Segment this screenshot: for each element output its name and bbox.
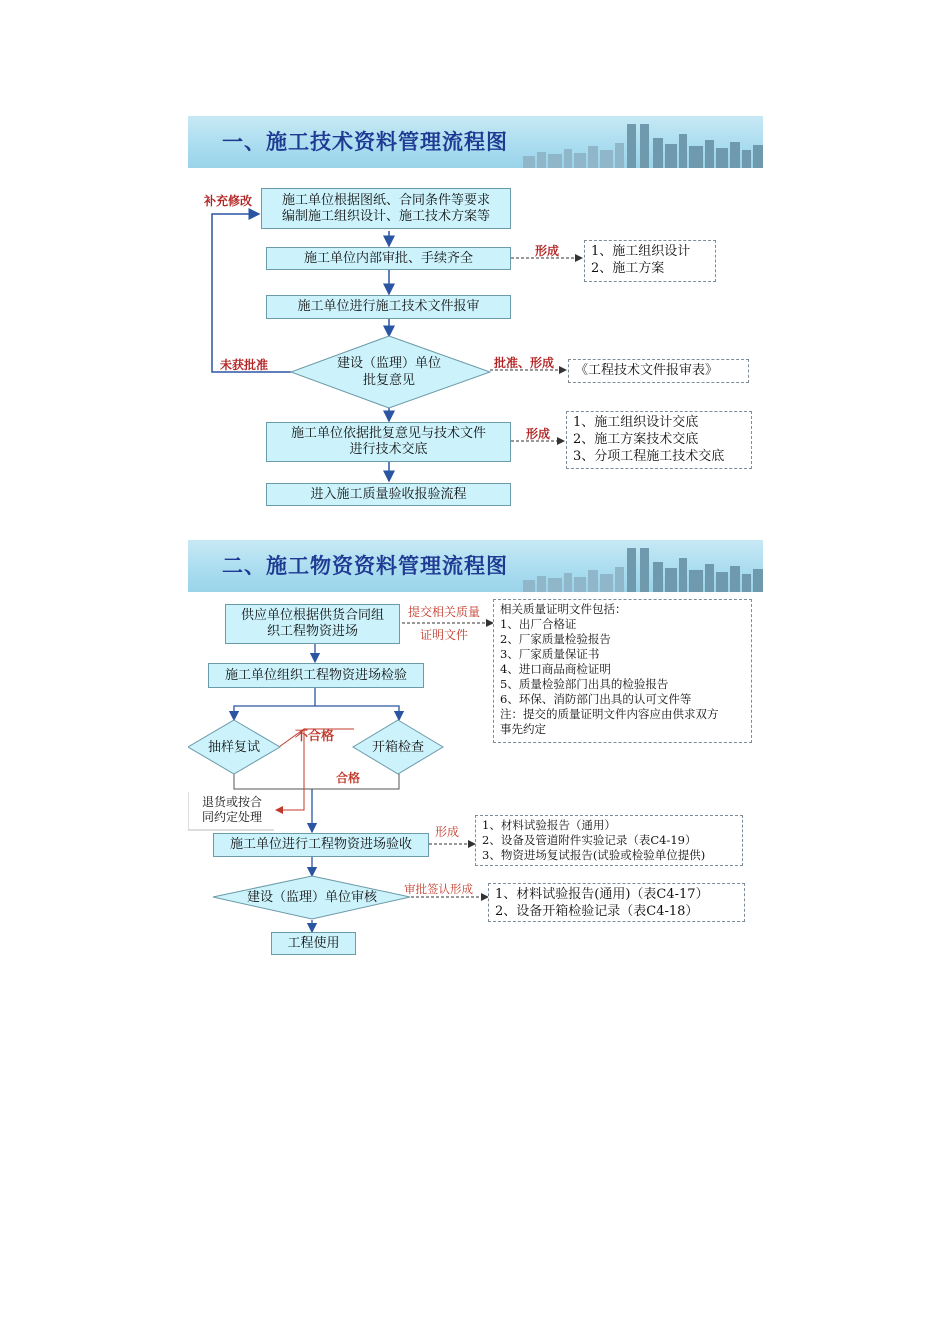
quality-acceptance-box: 进入施工质量验收报验流程 [266, 483, 511, 506]
note-acceptance-records: 1、材料试验报告（通用） 2、设备及管道附件实验记录（表C4-19） 3、物资进场复试报告(试验或检验单位提供) [475, 815, 743, 866]
label-approve-form: 批准、形成 [494, 356, 555, 370]
note-briefing-docs: 1、施工组织设计交底 2、施工方案技术交底 3、分项工程施工技术交底 [566, 411, 752, 469]
label-approve-sign: 审批签认形成 [404, 882, 473, 896]
note-quality-certificates: 相关质量证明文件包括： 1、出厂合格证 2、厂家质量检验报告 3、厂家质量保证书 4、进口商品商检证明 5、质量检验部门出具的检验报告 6、环保、消防部门出具的认可文件等 注：提交的质量证明文件内容应由供求双方 事先约定 [493, 599, 752, 743]
flowchart-panel-materials [188, 540, 763, 962]
panel-title: 二、施工物资资料管理流程图 [222, 554, 508, 578]
return-goods-text: 退货或按合 同约定处理 [202, 795, 263, 824]
supplier-delivery-box: 供应单位根据供货合同组 织工程物资进场 [225, 604, 400, 644]
approval-decision-label: 建设（监理）单位 批复意见 [336, 356, 441, 388]
note-review-records: 1、材料试验报告(通用)（表C4-17） 2、设备开箱检验记录（表C4-18） [488, 883, 745, 922]
acceptance-box: 施工单位进行工程物资进场验收 [213, 833, 429, 857]
flowchart-panel-technical [188, 116, 763, 528]
note-design-docs: 1、施工组织设计 2、施工方案 [584, 240, 716, 282]
note-review-form: 《工程技术文件报审表》 [568, 359, 749, 383]
panel-title: 一、施工技术资料管理流程图 [222, 130, 508, 154]
project-use-box: 工程使用 [271, 932, 356, 955]
internal-approval-box: 施工单位内部审批、手续齐全 [266, 247, 511, 270]
submit-review-box: 施工单位进行施工技术文件报审 [266, 295, 511, 319]
entry-inspection-box: 施工单位组织工程物资进场检验 [208, 663, 424, 688]
label-pass: 合格 [336, 771, 361, 785]
sampling-retest-label: 抽样复试 [207, 740, 260, 755]
label-submit-docs: 证明文件 [420, 628, 469, 642]
technical-briefing-box: 施工单位依据批复意见与技术文件 进行技术交底 [266, 422, 511, 462]
unpacking-check-label: 开箱检查 [371, 740, 424, 755]
label-supplement: 补充修改 [204, 194, 253, 208]
supervision-review-label: 建设（监理）单位审核 [246, 890, 377, 905]
label-form-2: 形成 [526, 427, 551, 441]
label-form: 形成 [435, 825, 460, 839]
label-form-1: 形成 [535, 244, 560, 258]
label-submit-quality: 提交相关质量 [408, 605, 481, 619]
prepare-design-box: 施工单位根据图纸、合同条件等要求 编制施工组织设计、施工技术方案等 [261, 188, 511, 229]
label-not-approved: 未获批准 [220, 358, 269, 372]
label-fail: 不合格 [295, 729, 335, 744]
